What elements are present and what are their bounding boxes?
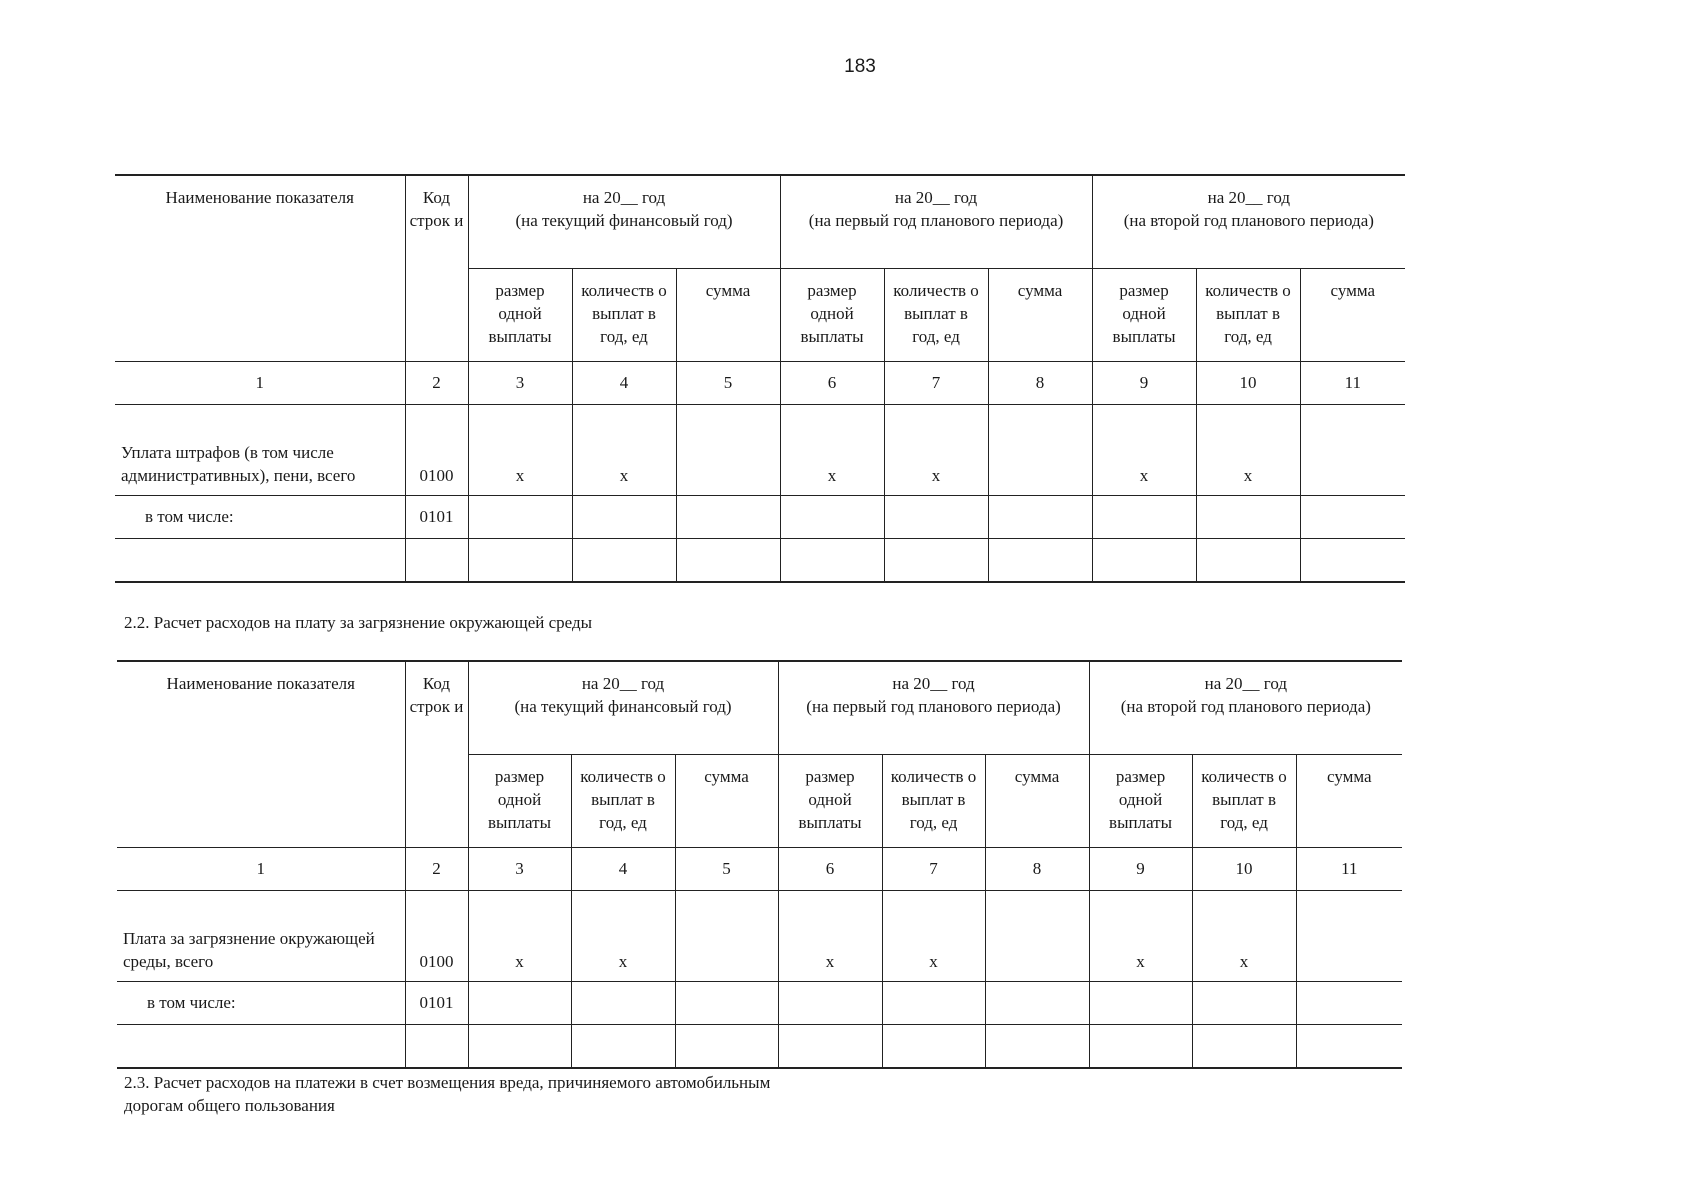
not-applicable-mark: x [1192,890,1296,981]
sum-header: сумма [675,754,778,847]
not-applicable-mark: x [780,404,884,495]
sum-header: сумма [988,268,1092,361]
indicator-name-cell: Плата за загрязнение окружающей среды, всего [117,890,405,981]
table-row [115,538,1405,582]
empty-cell [780,495,884,538]
sum-cell [676,404,780,495]
payment-size-header: размер одной выплаты [468,268,572,361]
column-number: 11 [1296,847,1402,890]
empty-cell [1089,1024,1192,1068]
not-applicable-mark: x [571,890,675,981]
indicator-name-cell: в том числе: [115,495,405,538]
payment-count-header: количеств о выплат в год, ед [884,268,988,361]
empty-cell [571,981,675,1024]
empty-cell [882,1024,985,1068]
column-number: 7 [882,847,985,890]
not-applicable-mark: x [572,404,676,495]
empty-cell [1092,538,1196,582]
period-current-header: на 20__ год (на текущий финансовый год) [468,661,778,754]
column-number: 2 [405,847,468,890]
not-applicable-mark: x [468,404,572,495]
section-title: 2.3. Расчет расходов на платежи в счет возмещения вреда, причиняемого автомобильным дорогам общего пользования [124,1073,771,1115]
column-number: 1 [115,361,405,404]
pollution-fee-calculation-table [117,660,1402,1069]
sum-header: сумма [676,268,780,361]
sum-cell [985,890,1089,981]
empty-cell [884,538,988,582]
row-code-cell: 0101 [405,981,468,1024]
column-number: 4 [571,847,675,890]
sum-cell [988,404,1092,495]
table-row [117,890,1402,981]
section-title: 2.2. Расчет расходов на плату за загрязнение окружающей среды [124,613,593,632]
empty-cell [1196,495,1300,538]
row-code-cell: 0100 [405,404,468,495]
empty-cell [778,981,882,1024]
not-applicable-mark: x [1089,890,1192,981]
not-applicable-mark: x [468,890,571,981]
payment-size-header: размер одной выплаты [778,754,882,847]
empty-cell [985,1024,1089,1068]
column-number: 5 [676,361,780,404]
sum-cell [1300,404,1405,495]
column-number: 2 [405,361,468,404]
empty-cell [115,538,405,582]
column-number: 4 [572,361,676,404]
table-row [117,1024,1402,1068]
column-number: 5 [675,847,778,890]
empty-cell [676,495,780,538]
column-number: 3 [468,847,571,890]
empty-cell [676,538,780,582]
empty-cell [1089,981,1192,1024]
empty-cell [1192,1024,1296,1068]
not-applicable-mark: x [884,404,988,495]
empty-cell [1300,495,1405,538]
column-number: 3 [468,361,572,404]
empty-cell [675,1024,778,1068]
column-number: 10 [1192,847,1296,890]
column-number: 8 [988,361,1092,404]
not-applicable-mark: x [778,890,882,981]
empty-cell [1196,538,1300,582]
table-row [115,495,1405,538]
empty-cell [571,1024,675,1068]
period-first-plan-header: на 20__ год (на первый год планового периода) [780,175,1092,268]
sum-header: сумма [985,754,1089,847]
table-row [115,404,1405,495]
row-code-header: Код строк и [405,661,468,847]
period-current-header: на 20__ год (на текущий финансовый год) [468,175,780,268]
empty-cell [468,495,572,538]
column-number: 10 [1196,361,1300,404]
indicator-name-header: Наименование показателя [115,175,405,361]
indicator-name-cell: в том числе: [117,981,405,1024]
column-number: 6 [780,361,884,404]
period-second-plan-header: на 20__ год (на второй год планового периода) [1092,175,1405,268]
empty-cell [778,1024,882,1068]
empty-cell [405,1024,468,1068]
sum-cell [1296,890,1402,981]
sum-header: сумма [1300,268,1405,361]
payment-size-header: размер одной выплаты [468,754,571,847]
column-number: 11 [1300,361,1405,404]
row-code-header: Код строк и [405,175,468,361]
sum-cell [675,890,778,981]
page-number: 183 [844,56,876,77]
column-number: 8 [985,847,1089,890]
fines-calculation-table [115,174,1405,583]
empty-cell [468,538,572,582]
empty-cell [780,538,884,582]
empty-cell [882,981,985,1024]
period-first-plan-header: на 20__ год (на первый год планового периода) [778,661,1089,754]
not-applicable-mark: x [1092,404,1196,495]
payment-count-header: количеств о выплат в год, ед [1192,754,1296,847]
empty-cell [675,981,778,1024]
empty-cell [1296,1024,1402,1068]
payment-count-header: количеств о выплат в год, ед [1196,268,1300,361]
empty-cell [405,538,468,582]
row-code-cell: 0101 [405,495,468,538]
table-row [117,981,1402,1024]
empty-cell [468,1024,571,1068]
not-applicable-mark: x [1196,404,1300,495]
empty-cell [1092,495,1196,538]
payment-size-header: размер одной выплаты [1089,754,1192,847]
not-applicable-mark: x [882,890,985,981]
empty-cell [572,538,676,582]
empty-cell [572,495,676,538]
column-number: 9 [1092,361,1196,404]
period-second-plan-header: на 20__ год (на второй год планового периода) [1089,661,1402,754]
payment-size-header: размер одной выплаты [780,268,884,361]
empty-cell [985,981,1089,1024]
payment-count-header: количеств о выплат в год, ед [882,754,985,847]
empty-cell [1296,981,1402,1024]
empty-cell [884,495,988,538]
column-number: 6 [778,847,882,890]
empty-cell [988,538,1092,582]
payment-count-header: количеств о выплат в год, ед [571,754,675,847]
payment-size-header: размер одной выплаты [1092,268,1196,361]
empty-cell [117,1024,405,1068]
column-number: 9 [1089,847,1192,890]
empty-cell [1192,981,1296,1024]
column-number: 7 [884,361,988,404]
indicator-name-cell: Уплата штрафов (в том числе административных), пени, всего [115,404,405,495]
indicator-name-header: Наименование показателя [117,661,405,847]
sum-header: сумма [1296,754,1402,847]
payment-count-header: количеств о выплат в год, ед [572,268,676,361]
empty-cell [1300,538,1405,582]
empty-cell [468,981,571,1024]
column-number: 1 [117,847,405,890]
empty-cell [988,495,1092,538]
row-code-cell: 0100 [405,890,468,981]
